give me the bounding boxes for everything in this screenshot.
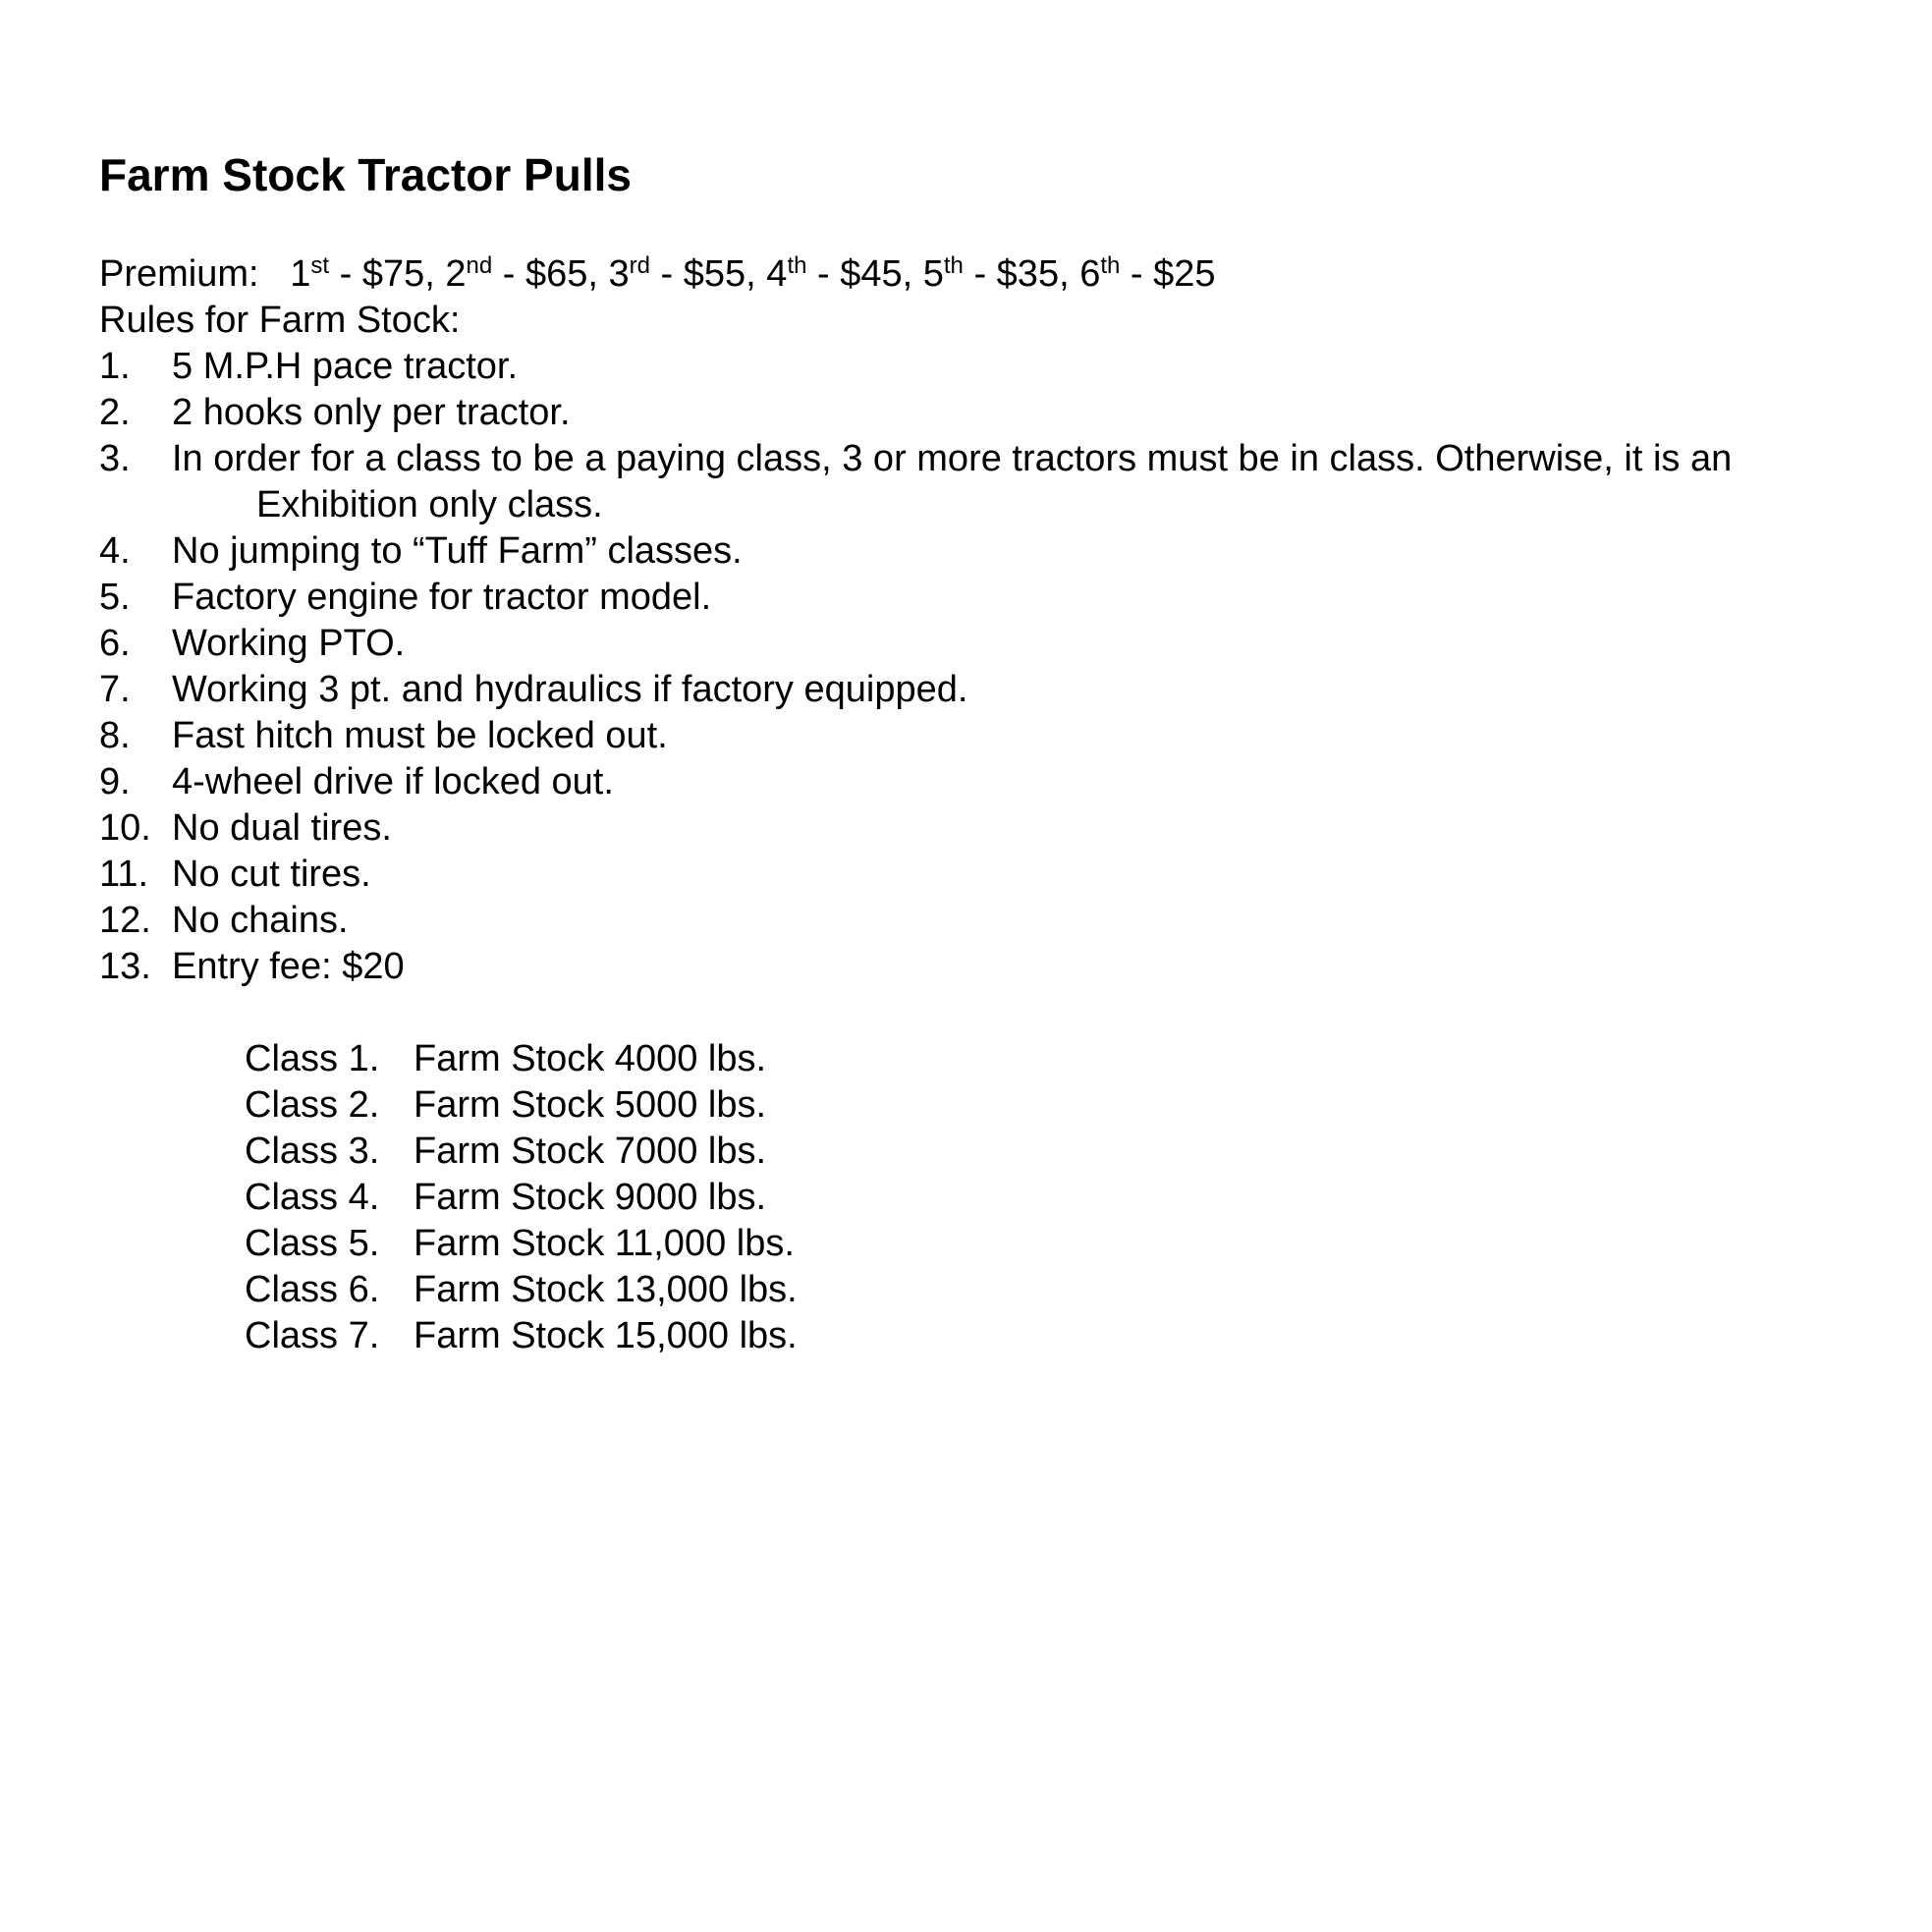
rule-text: No dual tires. xyxy=(172,807,392,849)
class-label: Class 6. xyxy=(245,1269,380,1310)
premium-line xyxy=(99,251,1906,298)
rule-number: 4. xyxy=(99,530,131,572)
rule-number: 9. xyxy=(99,761,131,802)
premium-place-5: 5th - $35, xyxy=(922,252,1070,295)
rule-text: Working 3 pt. and hydraulics if factory equipped. xyxy=(172,669,968,710)
rule-text: In order for a class to be a paying class, 3 or more tractors must be in class. Otherwise, it is an xyxy=(172,438,1733,479)
rule-number: 6. xyxy=(99,623,131,664)
rule-number: 5. xyxy=(99,577,131,618)
rule-item xyxy=(99,621,1906,667)
class-description: Farm Stock 9000 lbs. xyxy=(414,1177,767,1218)
rule-item xyxy=(99,898,1906,944)
rule-item xyxy=(99,436,1906,528)
rule-number: 8. xyxy=(99,715,131,756)
rule-item xyxy=(99,344,1906,390)
class-label: Class 1. xyxy=(245,1038,380,1079)
rule-item xyxy=(99,759,1906,805)
rule-continuation: Exhibition only class. xyxy=(256,484,603,525)
class-label: Class 3. xyxy=(245,1131,380,1172)
rule-item xyxy=(99,575,1906,621)
class-label: Class 7. xyxy=(245,1315,380,1356)
rule-text: Fast hitch must be locked out. xyxy=(172,715,668,756)
class-label: Class 4. xyxy=(245,1177,380,1218)
rule-text: No jumping to “Tuff Farm” classes. xyxy=(172,530,743,572)
premium-place-4: 4th - $45, xyxy=(766,252,913,295)
class-item xyxy=(245,1129,1906,1175)
rule-number: 7. xyxy=(99,669,131,710)
class-description: Farm Stock 7000 lbs. xyxy=(414,1131,767,1172)
premium-place-6: 6th - $25 xyxy=(1079,252,1216,295)
rule-text: No chains. xyxy=(172,900,349,941)
rule-number: 1. xyxy=(99,346,131,387)
rule-item xyxy=(99,667,1906,713)
class-label: Class 5. xyxy=(245,1223,380,1264)
rules-heading: Rules for Farm Stock: xyxy=(99,300,461,341)
rule-text: 5 M.P.H pace tractor. xyxy=(172,346,519,387)
class-item xyxy=(245,1221,1906,1267)
premium-label: Premium: xyxy=(99,253,259,295)
rule-text: Entry fee: $20 xyxy=(172,946,405,987)
rule-text: 2 hooks only per tractor. xyxy=(172,392,571,433)
rule-item xyxy=(99,852,1906,898)
class-item xyxy=(245,1082,1906,1129)
class-description: Farm Stock 13,000 lbs. xyxy=(414,1269,798,1310)
class-description: Farm Stock 15,000 lbs. xyxy=(414,1315,798,1356)
premium-place-1: 1st - $75, xyxy=(290,252,435,295)
rule-number: 11. xyxy=(99,854,149,895)
premium-place-3: 3rd - $55, xyxy=(608,252,756,295)
class-item xyxy=(245,1313,1906,1359)
class-item xyxy=(245,1036,1906,1082)
class-label: Class 2. xyxy=(245,1084,380,1126)
document-page xyxy=(99,147,1906,1359)
rule-item xyxy=(99,713,1906,759)
class-description: Farm Stock 4000 lbs. xyxy=(414,1038,767,1079)
rule-number: 2. xyxy=(99,392,131,433)
page-title: Farm Stock Tractor Pulls xyxy=(99,149,632,200)
rule-item xyxy=(99,528,1906,575)
rule-item xyxy=(99,805,1906,852)
rule-text: 4-wheel drive if locked out. xyxy=(172,761,614,802)
rule-number: 10. xyxy=(99,807,151,849)
rule-item xyxy=(99,390,1906,436)
class-description: Farm Stock 11,000 lbs. xyxy=(414,1223,795,1264)
premium-place-2: 2nd - $65, xyxy=(445,252,598,295)
rule-item xyxy=(99,944,1906,990)
class-item xyxy=(245,1267,1906,1313)
rule-text: Working PTO. xyxy=(172,623,406,664)
rule-number: 12. xyxy=(99,900,151,941)
rule-number: 3. xyxy=(99,438,131,479)
rule-text: No cut tires. xyxy=(172,854,371,895)
rules-list xyxy=(99,344,1906,990)
class-description: Farm Stock 5000 lbs. xyxy=(414,1084,767,1126)
class-item xyxy=(245,1175,1906,1221)
rule-number: 13. xyxy=(99,946,151,987)
rule-text: Factory engine for tractor model. xyxy=(172,577,712,618)
class-list xyxy=(245,1036,1906,1359)
